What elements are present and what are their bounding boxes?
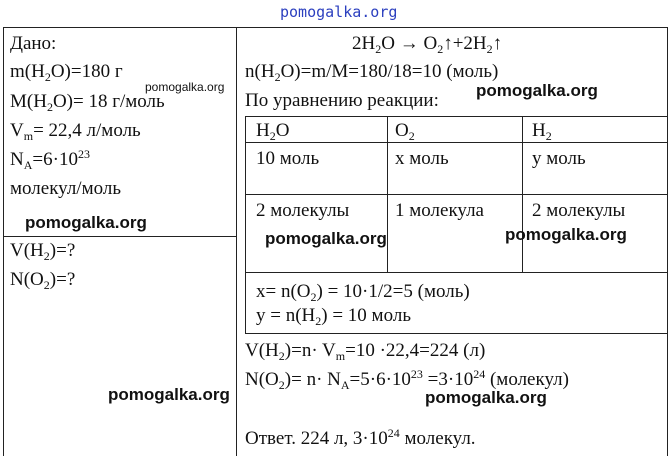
by-equation-label: По уравнению реакции: [245,90,439,111]
table-col2 [522,116,523,273]
given-molar-mass: $M(H_2O)= 18$ г/моль [10,91,165,114]
table-row3-line [245,272,667,273]
table-col1 [387,116,388,273]
watermark-given: pomogalka.org [25,213,147,232]
frame-left [3,27,4,456]
watermark-table-left: pomogalka.org [265,229,387,248]
table-header-hydrogen: $H_2$ [532,120,552,143]
given-molar-volume: $V_m= 22,4$ л/моль [10,120,141,143]
volume-h2-calc: $V(H_2)=n\cdot V_m=10 \cdot 22,4=224$ (л) [245,340,486,363]
watermark-solution-bottom: pomogalka.org [425,388,547,407]
final-answer: Ответ. 224 л, $3\cdot 10^{24}$ молекул. [245,426,476,449]
reaction-equation: $2H_2O$ → $O_2↑+2H_2↑$ [352,33,503,56]
table-header-water: $H_2O$ [256,120,290,143]
table-cell-water-molecules: 2 молекулы [256,200,350,221]
table-cell-oxygen-molecules: 1 молекула [395,200,484,221]
table-cell-oxygen-moles: x моль [395,148,449,169]
watermark-find: pomogalka.org [108,385,230,404]
frame-top [3,27,668,28]
given-avogadro-unit: молекул/моль [10,178,121,199]
given-find-divider [3,236,237,237]
table-row2-line [245,194,667,195]
table-bottom [245,333,667,334]
number-o2-calc: $N(O_2)= n\cdot N_A=5\cdot 6\cdot 10^{23} =3\cdot 10^{24}$ (молекул) [245,367,569,392]
frame-divider [236,27,237,456]
table-cell-water-moles: 10 моль [256,148,320,169]
table-cell-hydrogen-moles: y моль [532,148,586,169]
calc-x: $x= n(O_2) = 10\cdot 1/2=5$ (моль) [256,281,470,304]
table-left [245,116,246,334]
amount-water: $n(H_2O)=m/M=180/18=10$ (моль) [245,61,499,84]
table-row1-line [245,142,667,143]
watermark-top: pomogalka.org [280,3,398,21]
calc-y: $y = n(H_2) = 10$ моль [256,305,411,328]
frame-right [667,27,668,456]
find-volume-h2: $V(H_2)=$? [10,240,76,263]
table-cell-hydrogen-molecules: 2 молекулы [532,200,626,221]
table-top [245,116,667,117]
watermark-solution-top: pomogalka.org [476,81,598,100]
watermark-small: pomogalka.org [145,80,225,94]
given-mass: $m(H_2O)=180$ г [10,61,123,84]
given-avogadro: $N_A=6\cdot 10^{23}$ [10,147,90,172]
table-header-oxygen: $O_2$ [395,120,415,143]
given-title: Дано: [10,33,57,54]
find-number-o2: $N(O_2)=$? [10,269,76,292]
watermark-table-right: pomogalka.org [505,225,627,244]
